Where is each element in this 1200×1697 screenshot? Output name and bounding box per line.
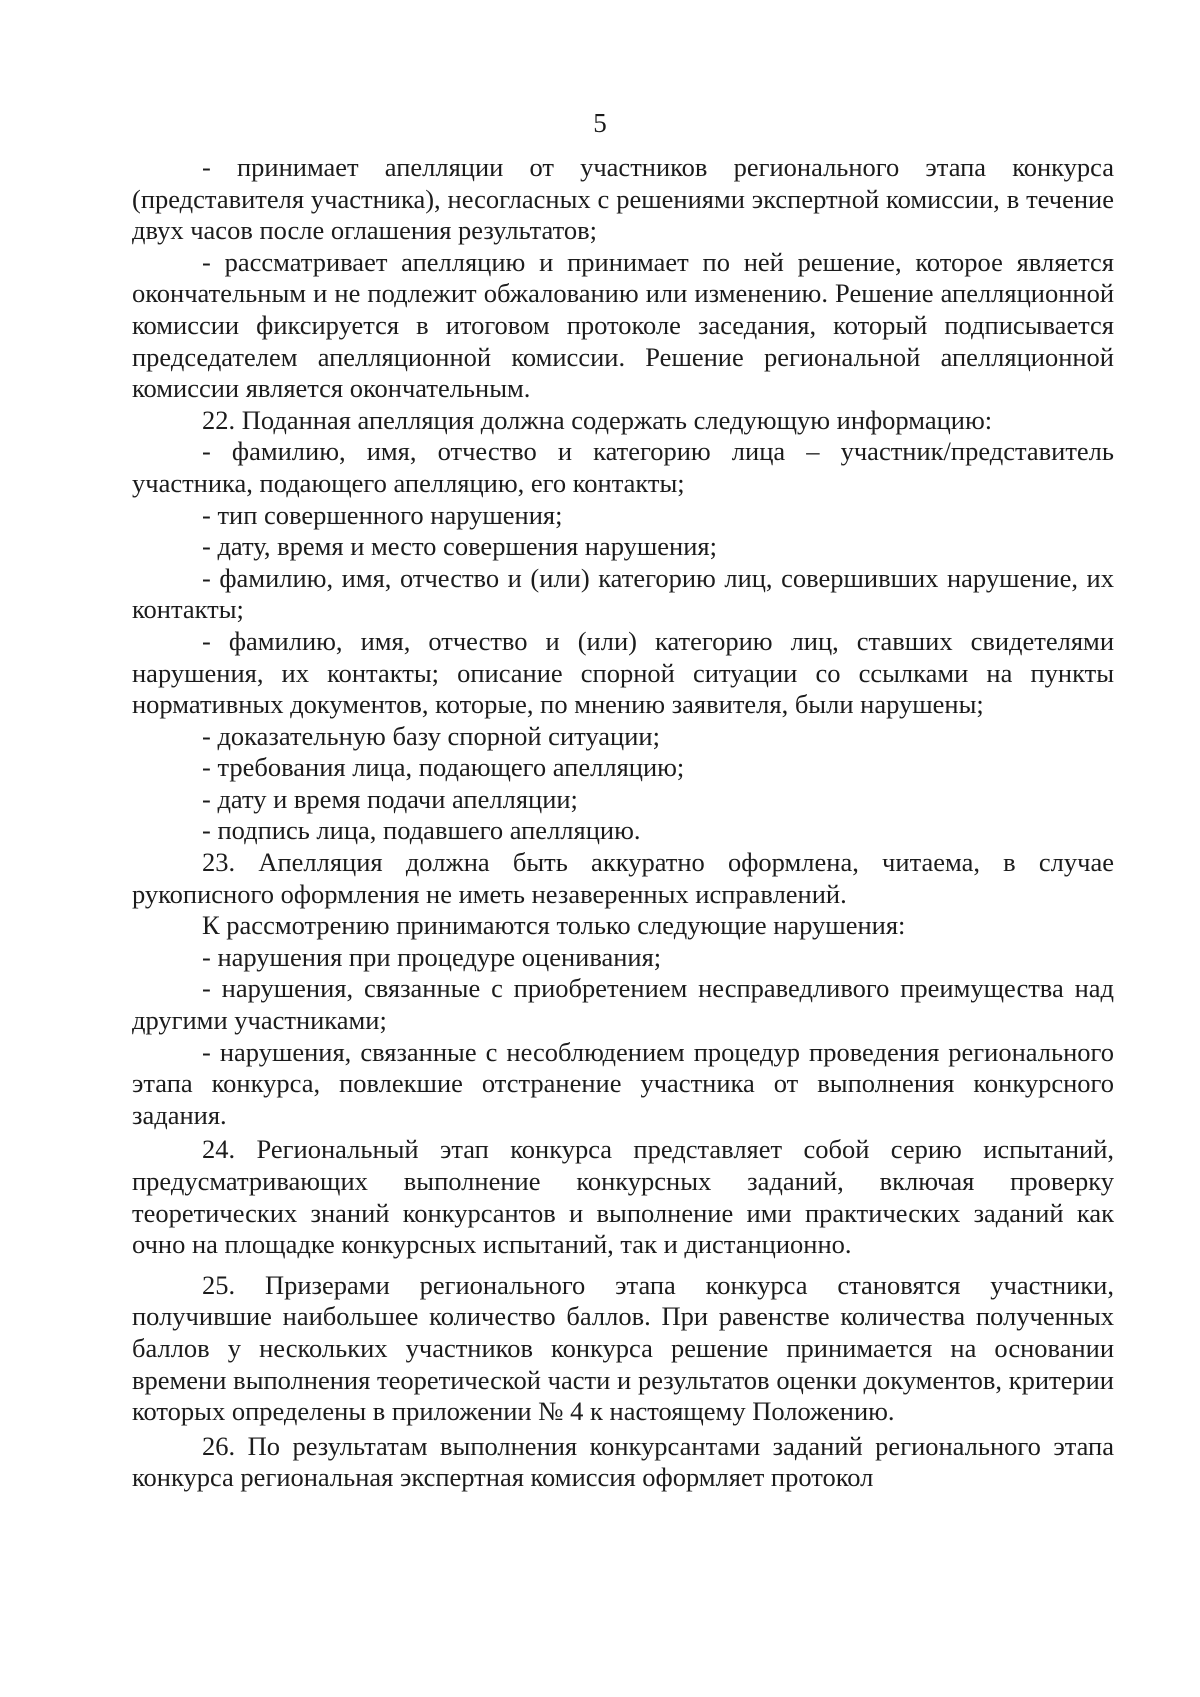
list-item-witnesses: - фамилию, имя, отчество и (или) категорию лиц, ставших свидетелями нарушения, их контакты; описание спорной ситуации со ссылками на пункты нормативных документов, которые, по мнению заявителя, были нарушены; bbox=[132, 625, 1114, 720]
list-item-unfair-advantage: - нарушения, связанные с приобретением несправедливого преимущества над другими участниками; bbox=[132, 973, 1114, 1036]
paragraph-25: 25. Призерами регионального этапа конкурса становятся участники, получившие наибольшее количество баллов. При равенстве количества полученных баллов у нескольких участников конкурса решение принимается на основании времени выполнения теоретической части и результатов оценки документов, критерии которых определены в приложении № 4 к настоящему Положению. bbox=[132, 1269, 1114, 1427]
list-item-assessment-violation: - нарушения при процедуре оценивания; bbox=[202, 941, 662, 972]
paragraph-22-heading: 22. Поданная апелляция должна содержать следующую информацию: bbox=[202, 404, 993, 435]
list-item-date-time-place: - дату, время и место совершения нарушения; bbox=[202, 531, 717, 562]
list-item-requirements: - требования лица, подающего апелляцию; bbox=[202, 752, 685, 783]
document-body bbox=[132, 152, 1114, 1494]
list-item-violation-type: - тип совершенного нарушения; bbox=[202, 499, 563, 530]
paragraph-26: 26. По результатам выполнения конкурсантами заданий регионального этапа конкурса региональная экспертная комиссия оформляет протокол bbox=[132, 1430, 1114, 1493]
list-item-name-category: - фамилию, имя, отчество и категорию лица – участник/представитель участника, подающего апелляцию, его контакты; bbox=[132, 436, 1114, 498]
paragraph-appeals-accept: - принимает апелляции от участников регионального этапа конкурса (представителя участника), несогласных с решениями экспертной комиссии, в течение двух часов после оглашения результатов; bbox=[132, 152, 1114, 246]
list-item-submission-date: - дату и время подачи апелляции; bbox=[202, 783, 578, 814]
list-item-procedure-violation: - нарушения, связанные с несоблюдением процедур проведения регионального этапа конкурса, повлекшие отстранение участника от выполнения конкурсного задания. bbox=[132, 1036, 1114, 1130]
paragraph-accepted-violations: К рассмотрению принимаются только следующие нарушения: bbox=[202, 910, 906, 941]
list-item-violators: - фамилию, имя, отчество и (или) категорию лиц, совершивших нарушение, их контакты; bbox=[132, 562, 1114, 625]
list-item-evidence: - доказательную базу спорной ситуации; bbox=[202, 720, 660, 751]
paragraph-23: 23. Апелляция должна быть аккуратно оформлена, читаема, в случае рукописного оформления не иметь незаверенных исправлений. bbox=[132, 847, 1114, 909]
list-item-signature: - подпись лица, подавшего апелляцию. bbox=[202, 815, 641, 846]
paragraph-appeals-review: - рассматривает апелляцию и принимает по ней решение, которое является окончательным и не подлежит обжалованию или изменению. Решение апелляционной комиссии фиксируется в итоговом протоколе заседания, который подписывается председателем апелляционной комиссии. Решение региональной апелляционной комиссии является окончательным. bbox=[132, 246, 1114, 404]
paragraph-24: 24. Региональный этап конкурса представляет собой серию испытаний, предусматривающих выполнение конкурсных заданий, включая проверку теоретических знаний конкурсантов и выполнение ими практических заданий как очно на площадке конкурсных испытаний, так и дистанционно. bbox=[132, 1134, 1114, 1260]
page-number: 5 bbox=[593, 108, 607, 138]
